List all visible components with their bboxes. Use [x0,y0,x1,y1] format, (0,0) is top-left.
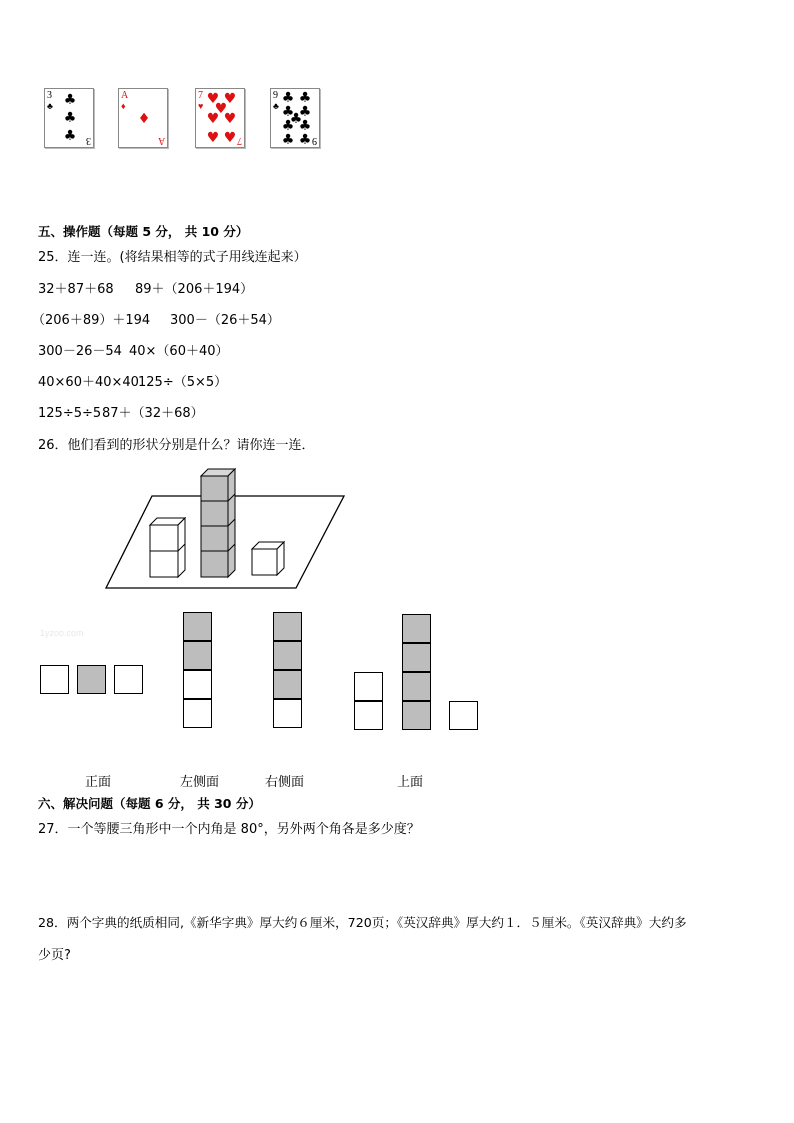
club-icon: ♣ [298,90,312,106]
heart-icon: ♥ [214,101,228,117]
club-icon: ♣ [281,104,295,120]
view-column-b-square-grey [273,670,302,699]
section-6-heading: 六、解决问题（每题 6 分， 共 30 分） [38,796,261,811]
expr-left-3: 300－26－54 [38,344,122,359]
cube-arrangement-figure [100,462,350,594]
expr-right-5: 87＋（32＋68） [102,406,204,421]
view-column-c-square [354,701,383,730]
card-rank: 7 [198,90,203,101]
view-label-top: 上面 [397,775,424,790]
expr-left-2: （206＋89）＋194 [32,313,151,328]
diamond-icon: ♦ [137,111,151,127]
white-cube-stack [150,518,185,577]
playing-card-7-hearts [195,88,245,148]
card-rank: 3 [86,135,91,146]
watermark: 1yzoo.com [40,628,84,638]
club-icon: ♣ [63,128,77,144]
expr-left-1: 32＋87＋68 [38,282,114,297]
view-column-a-square-grey [183,612,212,641]
card-suit-small: ♣ [47,101,53,111]
card-rank: A [157,135,165,146]
playing-card-9-clubs [270,88,320,148]
club-icon: ♣ [281,118,295,134]
expr-left-4: 40×60＋40×40 [38,375,139,390]
club-icon: ♣ [63,92,77,108]
view-column-c-square [354,672,383,701]
card-suit-small: ♣ [273,101,279,111]
front-view-square [40,665,69,694]
view-label-right-side: 右侧面 [265,775,305,790]
playing-card-a-diamonds [118,88,168,148]
view-column-d-square-grey [402,672,431,701]
question-28-line-2: 少页? [38,948,71,963]
question-28-line-1: 28．两个字典的纸质相同,《新华字典》厚大约６厘米，720页；《英汉辞典》厚大约１．５厘米。《英汉辞典》大约多 [38,915,687,930]
view-column-b-square-grey [273,641,302,670]
club-icon: ♣ [289,111,303,127]
heart-icon: ♥ [223,91,237,107]
view-column-a-square [183,699,212,728]
grey-cube-stack [201,469,235,577]
single-white-cube [252,542,284,575]
question-27: 27．一个等腰三角形中一个内角是 80°，另外两个角各是多少度？ [38,822,420,837]
section-5-heading: 五、操作题（每题 5 分， 共 10 分） [38,224,249,239]
view-column-b-square-grey [273,612,302,641]
heart-icon: ♥ [206,130,220,146]
expr-right-1: 89＋（206＋194） [135,282,254,297]
view-column-a-square-grey [183,641,212,670]
club-icon: ♣ [298,104,312,120]
club-icon: ♣ [281,90,295,106]
heart-icon: ♥ [223,130,237,146]
view-column-d-square-grey [402,643,431,672]
view-column-a-square [183,670,212,699]
view-column-d-square-grey [402,701,431,730]
club-icon: ♣ [298,118,312,134]
heart-icon: ♥ [206,111,220,127]
front-view-square [114,665,143,694]
card-rank: A [121,90,129,101]
club-icon: ♣ [63,110,77,126]
heart-icon: ♥ [223,111,237,127]
expr-right-3: 40×（60＋40） [129,344,229,359]
card-rank: 3 [47,90,52,101]
question-26-title: 26．他们看到的形状分别是什么？请你连一连． [38,438,315,453]
view-label-front: 正面 [85,775,112,790]
front-view-square-grey [77,665,106,694]
view-column-b-square [273,699,302,728]
club-icon: ♣ [281,132,295,148]
question-25-title: 25．连一连。(将结果相等的式子用线连起来） [38,250,307,265]
expr-left-5: 125÷5÷5 [38,406,102,421]
heart-icon: ♥ [206,91,220,107]
expr-right-4: 125÷（5×5） [138,375,228,390]
view-single-square [449,701,478,730]
card-suit-small: ♥ [198,101,204,111]
playing-card-3-clubs [44,88,94,148]
expr-right-2: 300－（26＋54） [170,313,280,328]
club-icon: ♣ [298,132,312,148]
card-suit-small: ♦ [121,101,126,111]
card-rank: 9 [312,135,317,146]
view-column-d-square-grey [402,614,431,643]
card-rank: 7 [237,135,242,146]
view-label-left-side: 左侧面 [180,775,220,790]
card-rank: 9 [273,90,278,101]
